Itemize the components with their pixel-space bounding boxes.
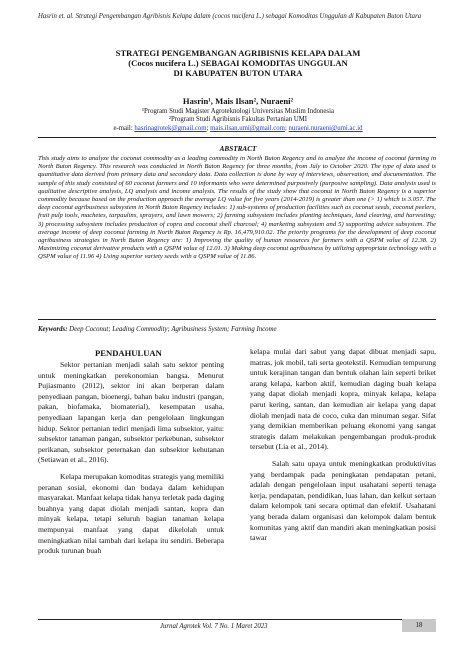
keywords-text: Deep Coconut; Leading Commodity; Agribusiness System; Farming Income: [69, 326, 277, 333]
title-line-3: DI KABUPATEN BUTON UTARA: [173, 68, 303, 78]
paragraph: Kelapa merupakan komoditas strategis yang memiliki peranan sosial, ekonomi dan budaya dalam kehidupan masyarakat. Manfaat kelapa tidak hanya terletak pada daging buahnya yang dapat diolah menjadi santan, kopra dan minyak kelapa, tetapi seluruh bagian tanaman kelapa mempunyai manfaat yang dapat dikelolah untuk meningkatkan nilai tambah dari kelapa itu sendiri. Beberapa produk turunan buah: [38, 471, 224, 556]
email-label: e-mail:: [113, 125, 133, 132]
paragraph: Sektor pertanian menjadi salah satu sektor penting untuk meningkatkan perekonomian bangsa. Menurut Pujiasmanto (2012), sektor ini akan berperan dalam penyediaan pangan, bioenergi, bahan baku industri (pangan, pakan, biofamaka, biomaterial), kesempatan usaha, penyediaan lapangan kerja dan pengelolaan lingkungan hidup. Sektor pertanian tediri menjadi lima subsektor, yaitu: subsektor tanaman pangan, subsektor perkebunan, subsektor perikanan, subsektor peternakan dan subsektor kehutanan (Setiawan et al., 2016).: [38, 360, 224, 465]
email-link-2[interactable]: mais.ilsan.umi@gmail.com: [210, 125, 285, 132]
divider-top: [38, 137, 436, 138]
authors: Hasrin¹, Mais Ilsan², Nuraeni²: [182, 96, 294, 106]
email-link-3[interactable]: nuraeni.nuraeni@umi.ac.id: [288, 125, 363, 132]
keywords-label: Keywords:: [38, 326, 68, 333]
affiliation-2: ²Program Studi Agribisnis Fakultas Pertanian UMI: [168, 116, 308, 123]
paragraph: kelapa mulai dari sabut yang dapat dibuat menjadi sapu, matras, jok mobil, tali serta geotekstil. Kemudian tempurung untuk kerajinan tangan dan bentuk olahan lain seperti briket arang kelapa, karbon aktif, kemudian daging buah kelapa yang dapat diolah menjadi kopra, minyak kelapa, kelapa parut kering, santan, dan kemudian air kelapa yang dapat diolah menjadi nata de coco, cuka dan minuman segar. Sifat yang demikian memberikan peluang ekonomi yang sangat strategis dalam melakukan pengembangan produk-produk tersebut (Lia et al., 2014).: [250, 347, 436, 452]
footer-journal: Jurnal Agrotek Vol. 7 No. 1 Maret 2023: [160, 623, 268, 630]
paper-title: [38, 48, 438, 78]
section-heading: PENDAHULUAN: [95, 348, 162, 358]
email-line: e-mail: hasrinagrotek@gmail.com; mais.ilsan.umi@gmail.com; nuraeni.nuraeni@umi.ac.id: [113, 125, 363, 132]
right-column: [250, 347, 436, 544]
divider-bottom: [38, 319, 436, 320]
affiliation-1: ¹Program Studi Magister Agroteknologi Universitas Muslim Indonesia: [142, 108, 334, 115]
left-column: [38, 360, 224, 557]
title-line-1: STRATEGI PENGEMBANGAN AGRIBISNIS KELAPA DALAM: [115, 48, 361, 58]
abstract-heading: ABSTRACT: [219, 145, 257, 153]
keywords: [38, 326, 436, 333]
footer-divider: [38, 619, 436, 620]
page-number: 18: [402, 619, 436, 632]
abstract-text: This study aims to analyze the coconut commodity as a leading commodity in North Buton Regency and to analyze the income of coconut farming in North Buton Regency. This research was conducted in North Buton Regency for three months, from July to October 2020. The type of data used is quantitative data derived from primary data and secondary data. Data collection is done by way of interviews, observation, and documentation. The sample of this study consisted of 60 coconut farmers and 10 informants who were determined purposively (purposive sampling). Data analysis used is qualitative descriptive analysis, LQ analysis and income analysis. The results of the study show that coconut in North Buton Regency is a superior commodity because based on the production approach the average LQ value for five years (2014-2019) is greater than one (> 1) which is 3.057. The deep coconut agribusiness subsystem in North Buton Regency includes: 1) sub-systems of production facilities such as coconut seeds, coconut peelers, fruit pulp tools, machetes, tarpaulins, sprayers, and lawn mowers; 2) farming subsystem includes planting techniques, land clearing, and harvesting; 3) processing subsystem includes production of copra and coconut shell charcoal; 4) marketing subsystem and 5) supporting advice subsystem. The average income of deep coconut farming in North Buton Regency is Rp. 16,479,910.02. The priority programs for the development of deep coconut agribusiness strategies in North Buton Regency are: 1) Improving the quality of human resources for farmers with a QSPM value of 12.38. 2) Maximizing coconut derivative products with a QSPM value of 12.01. 3) Making deep coconut agribusiness by utilizing appropriate technology with a QSPM value of 11.96 4) Using superior variety seeds with a QSPM value of 11.86.: [38, 155, 436, 261]
title-line-2: (Cocos nucifera L.) SEBAGAI KOMODITAS UNGGULAN: [128, 58, 348, 68]
paragraph: Salah satu upaya untuk meningkatkan produktivitas yang berdampak pada peningkatan pendapatan petani, adalah dengan pengelolaan input usahatani seperti tenaga kerja, pendapatan, pendidikan, luas lahan, dan kelkut sertaan dalam kelompok tani secara optimal dan efektif. Usahatani yang berada dalam organisasi dan kelompok dalam bentuk komunitas yang aktif dan mandiri akan meningkatkan posisi tawar: [250, 458, 436, 543]
email-link-1[interactable]: hasrinagrotek@gmail.com: [134, 125, 207, 132]
running-header: Hasrin et. al. Strategi Pengembangan Agribisnis Kelapa dalam (cocos nucifera L.) sebagai Komoditas Unggulan di Kabupaten Buton Utara: [38, 13, 422, 20]
